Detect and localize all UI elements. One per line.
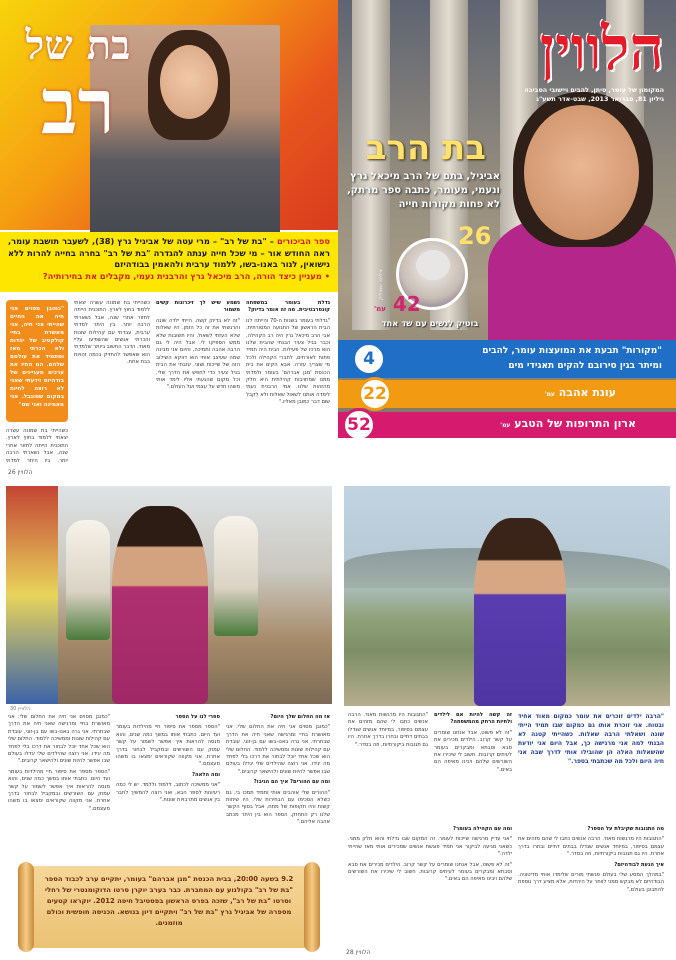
page-ref-number: 42: [392, 292, 421, 316]
question: מה התגובות שקיבלת על הספר?: [587, 826, 664, 832]
magazine-masthead: הלווין: [539, 14, 664, 84]
answer: "אני ממשיכה לכתוב, ללמוד וללמד. יש לי כמה רעיונות לספר הבא, ואני רוצה להמשיך לחבר בין אנשים מתרבויות שונות.": [116, 782, 220, 804]
article-opening-page: [0, 0, 338, 480]
colorful-building: [6, 486, 58, 704]
answer: "זה לא פשוט, אבל אנחנו שומרים על קשר קרוב. הילדים מכירים את סבא וסבתא ומבקרים בעומר לעיתים קרובות. חשוב לי שיכירו את השורשים שלהם ויבינו מאיפה הם באים.": [348, 861, 512, 883]
article-column-2: [434, 712, 512, 822]
article-column-2: [116, 714, 220, 864]
paragraph: כשהייתי בת שמונה עשרה יצאתי ללמוד בחוץ לארץ. התוכנית הייתה לחזור אחרי שנה, אבל נשארתי הרבה יותר. בין היתר למדתי: [6, 428, 68, 462]
page-header: 30 הלוויין: [10, 706, 31, 712]
band-news-line1: "מקורות" תבעת את המועצות עומר, להבים: [482, 346, 662, 356]
cover-model-face: [524, 105, 639, 240]
boutique-photo-hair: [416, 250, 450, 280]
subheading: גדלת בעומר במשפחה קונסרבטיבית. מה זה אומר בדיוק?: [246, 300, 330, 314]
statue-figure: [66, 520, 110, 640]
page-ref-number: 26: [457, 222, 492, 250]
question: ומה הלאה?: [192, 771, 220, 778]
question: איך הגעת לבודהיזם?: [614, 861, 664, 868]
answer: "הספר מספר את סיפור חיי מהילדות בעומר ועד היום. כתבתי אותו במשך כמה שנים, והוא מנסה להראות איך אפשר לשמור על קשר עמוק עם השורשים ובמקביל לבחור בדרך אחרת. אני מקווה שקוראים ימצאו בו משהו מעצמם.": [8, 768, 110, 812]
article-page-30: [0, 480, 338, 960]
article-column-1: [246, 300, 330, 450]
page-ref-label: עמ': [374, 305, 386, 313]
answer: "זה לא פשוט, אבל אנחנו שומרים על קשר קרוב. הילדים מכירים את סבא וסבתא ומבקרים בעומר לעיתים קרובות. חשוב לי שיכירו את השורשים שלהם ויבינו מאיפה הם באים.": [434, 729, 512, 773]
photo-credit: צילום: שמוליק: [378, 269, 384, 300]
cover-bottom-strip: [338, 438, 676, 480]
band-love-label: [545, 386, 616, 399]
page-ref-label: עמ': [500, 422, 511, 429]
answer: "התגובות היו מרגשות מאוד. הרבה אנשים כתבו לי שהם מזהים את עצמם בסיפור, במיוחד אנשים שגדלו בבתים דתיים ובחרו בדרך אחרת. היו גם תגובות ביקורתיות, וזה בסדר.": [518, 836, 664, 858]
article-column-3: [348, 712, 428, 822]
issue-tagline: המקומון של עומר, סיתן, להבים ויישובי הסביבה: [524, 86, 664, 94]
lead-subline: • מעניין כיצד הורה, הרב מיכאל גרץ והרבנית נעמי, מקבלים את בחירותיה?: [42, 270, 330, 281]
photo-subject: [112, 506, 208, 704]
article-column-4: [6, 428, 68, 462]
cover-headline: בת הרב: [365, 128, 486, 168]
band-love-text: עונת אהבה: [558, 386, 616, 399]
question: אז מה החלום שלך היום?: [270, 714, 330, 720]
question: זה קשה להיות אם לילדים ולחיות הרחק מהמשפחה?: [434, 712, 512, 726]
answer: "כמובן מסוים אני חיה את החלום שלי: אני מאושרת בחיי ומרגישה שאני חיה את הדרך שבחרתי. אני גרה באנו-בשו עם בן-זוגי, עובדת עם קהילות שונות וממשיכה ללמוד. החלום שלי הוא שכל אחד יוכל לבחור את דרכו בלי לפחד מה יגידו. אני רוצה שהילדים שלי יגדלו בעולם שבו אפשר להיות שונים ולהישאר קרובים.": [226, 724, 330, 775]
scroll-roll-left: [18, 862, 34, 952]
cover-band-news: [338, 340, 676, 378]
band-nature-label: [500, 417, 636, 430]
question: ומה עם ההורים? איך הם הגיבו?: [253, 779, 330, 786]
scroll-roll-right: [304, 862, 320, 952]
article-title-line1: בת של: [25, 22, 131, 69]
cover-band-nature: [338, 412, 676, 438]
answer: "במהלך המסע שלי בעולם פגשתי מורים שלימדו אותי מדיטציה. הבודהיזם לא מבקש ממני לוותר על היהדות, אלא מציע דרך נוספת להתבונן בעולם.": [518, 872, 664, 893]
issue-info: [464, 86, 664, 103]
statue-figure: [214, 516, 258, 636]
boutique-headline: בוטיק לנשים עם שד אחד: [381, 318, 479, 328]
lead-prefix: ספר הביכורים: [276, 236, 331, 246]
answer: "התגובות היו מרגשות מאוד. הרבה אנשים כתבו לי שהם מזהים את עצמם בסיפור, במיוחד אנשים שגדלו בבתים דתיים ובחרו בדרך אחרת. היו גם תגובות ביקורתיות, וזה בסדר.": [348, 712, 428, 748]
photo-subject: [474, 518, 566, 706]
pull-quote-box: "כמובן מסוים אני חיה את החיים שהייתי אני חיה, אני מאשרת בחיי קולקטיב של יהדות ולא הכרתי מאז ומתמיד את עולמם שלהם. הם החיו את ערכים מעניינים של בודהיזם וידעתי שאני לא רוצה לחיות במקום שמוגבל. אני מאמינה ואני שם": [6, 300, 68, 422]
answer: "הספר מספר את סיפור חיי מהילדות בעומר ועד היום. כתבתי אותו במשך כמה שנים, והוא מנסה להראות איך אפשר לשמור על קשר עמוק עם השורשים ובמקביל לבחור בדרך אחרת. אני מקווה שקוראים ימצאו בו משהו מעצמם.": [116, 724, 220, 768]
pull-quote: "הרבה ילדים זוכרים את עומר כמקום מאוד אחיד ובטוח. אני זוכרת אותו גם כמקום שבו תמיד הייתי שונה ושאלתי הרבה שאלות. כשהייתי קטנה לא הבנתי למה אני מרגישה כך, אבל היום אני יודעת שהשאלות האלה הן שהובילו אותי לדרך שבה אני חיה היום ולכל מה שכתבתי בספר.": [518, 713, 664, 765]
article-column-2: [156, 300, 240, 450]
event-announcement-text: 9.2 בשעה 20:00, בבית הכנסת "מגן אברהם" בעומר, יתקיים ערב לכבוד הספר "בת של רב" בקולנוע עם המחברת. כבר בערב יוקרן סרטו הדוקומנטרי של רחלי וסרטו "בת של רב", שזכה בפרס הראשון בפסטיבל חיפה 2012. יוקראו קטעים מספרה של אביגיל גרץ "בת של רב" ויתקיים דיון בנושא. הכניסה חופשית וכולם מוזמנים.: [44, 875, 294, 927]
lead-text: – "בת של רב" – מרי עטה של אביגיל גרץ (38), לשעבר תושבת עומר, ראה החודש אור – מי שכל חייה ענתה להגדרה "בת של רב" בחרה בחייה להרות ללא נישואין, לגור באנו-בשו, ללמוד ערבית ולהאמין בבודהיזם: [8, 236, 330, 270]
article-title-line2: רב: [41, 62, 115, 151]
subheading: נשמע שיש לך זיכרונות קשים משמור: [156, 300, 240, 314]
answer: "ההורים שלי אוהבים אותי ותמיד תמכו בי, גם כשלא הסכימו עם הבחירות שלי. היו שיחות קשות והיו תקופות של מתח, אבל בסוף הקשר שלנו רק התחזק. הספר הוא בין היתר מכתב אהבה אליהם.": [226, 789, 330, 826]
band-news-text: [392, 344, 662, 374]
band-love-page-badge: 22: [358, 377, 392, 411]
page-number: 26 הלוויין: [8, 469, 33, 476]
cover-description: אביגיל, בתם של הרב מיכאל גרץ ונעמי, מעומר, כתבה ספר מרתק, לא פחות מקורות חייה: [346, 171, 500, 210]
issue-date: גיליון 81, פברואר 2013, שבט-אדר תשע"ג: [536, 94, 664, 103]
question: ומה עם הקהילה בעומר?: [452, 826, 512, 832]
answer: "אני עדיין מרגישה שייכות לעומר. זה המקום שבו גדלתי והוא חלק ממני. כשאני מגיעה לביקור אני תמיד פוגשת אנשים שמכירים אותי מאז שהייתי ילדה.": [348, 836, 512, 858]
page-number: 28 הלוויין: [346, 949, 371, 956]
article-lead: [8, 236, 330, 282]
paragraph: כשהייתי בת שמונה עשרה יצאתי ללמוד בחוץ לארץ. התוכנית הייתה לחזור אחרי שנה, אבל נשארתי הרבה יותר. בין היתר למדתי ערבית, עבדתי עם קהילות שונות והכרתי אנשים שהשפיעו עליי מאוד. הדבר החשוב ביותר שלמדתי הוא שאפשר להחזיק בכמה זהויות בבת אחת.: [74, 300, 150, 366]
article-column-3: [74, 300, 150, 450]
magazine-cover: [338, 0, 676, 480]
article-page-28: [338, 480, 676, 960]
band-news-line2: ומיתר בגין סירובם להקים תאגידי מים: [508, 361, 662, 371]
band-news-page-badge: 4: [352, 342, 386, 376]
band-nature-text: ארון התרופות של הטבע: [514, 417, 636, 430]
paragraph: "זה לא בדיוק קשה. הייתי ילדה שונה והרגשתי את זה כל הזמן. היו שאלות שלא העזתי לשאול, והיו תשובות שלא ממש הספיקו לי. אבל היה לי גם הרבה אהבה ותמיכה, והיום אני מבינה שמה שעיצב אותי הוא דווקא השילוב הזה של שייכות ושוני. עזבתי את הבית בגיל צעיר כדי לחפש את הדרך שלי, וכל מקום שהגעתי אליו לימד אותי משהו חדש על עצמי ועל העולם.": [156, 317, 240, 391]
answer: "כמובן מסוים אני חיה את החלום שלי: אני מאושרת בחיי ומרגישה שאני חיה את הדרך שבחרתי. אני גרה באנו-בשו עם בן-זוגי, עובדת עם קהילות שונות וממשיכה ללמוד. החלום שלי הוא שכל אחד יוכל לבחור את דרכו בלי לפחד מה יגידו. אני רוצה שהילדים שלי יגדלו בעולם שבו אפשר להיות שונים ולהישאר קרובים.": [8, 714, 110, 765]
article-column-5: [348, 826, 512, 944]
question: ספרי לנו על הספר: [175, 714, 220, 720]
article-column-3: [8, 714, 110, 864]
page-ref-label: עמ': [544, 391, 555, 398]
portrait-face: [160, 45, 218, 119]
paragraph: "גדלתי בעומר בשנות ה-70 והייתה לנו הבית הראשון של התנועה המסורתית. אבי הרב מיכאל גרץ היה רב הקהילה, וכבר בגיל צעיר הבנתי שהבית שלנו הוא מרכז של פעילות. הבית היה תמיד פתוח לאורחים, לחברי הקהילה ולכל מי שצריך עזרה. אבא הקים את בית הכנסת 'מגן אברהם' בעומר ולמדתי ממנו שמחויבות קהילתית היא חלק מהזהות שלנו. אמי הרבנית נעמי לימדה אותנו לשאול שאלות ולא לקבל שום דבר כמובן מאליו.": [246, 317, 330, 406]
article-column-1: [226, 714, 330, 864]
event-announcement-scroll: [18, 866, 320, 948]
article-column-4: [518, 826, 664, 944]
band-nature-page-badge: 52: [342, 408, 376, 442]
article-title: [18, 22, 138, 151]
